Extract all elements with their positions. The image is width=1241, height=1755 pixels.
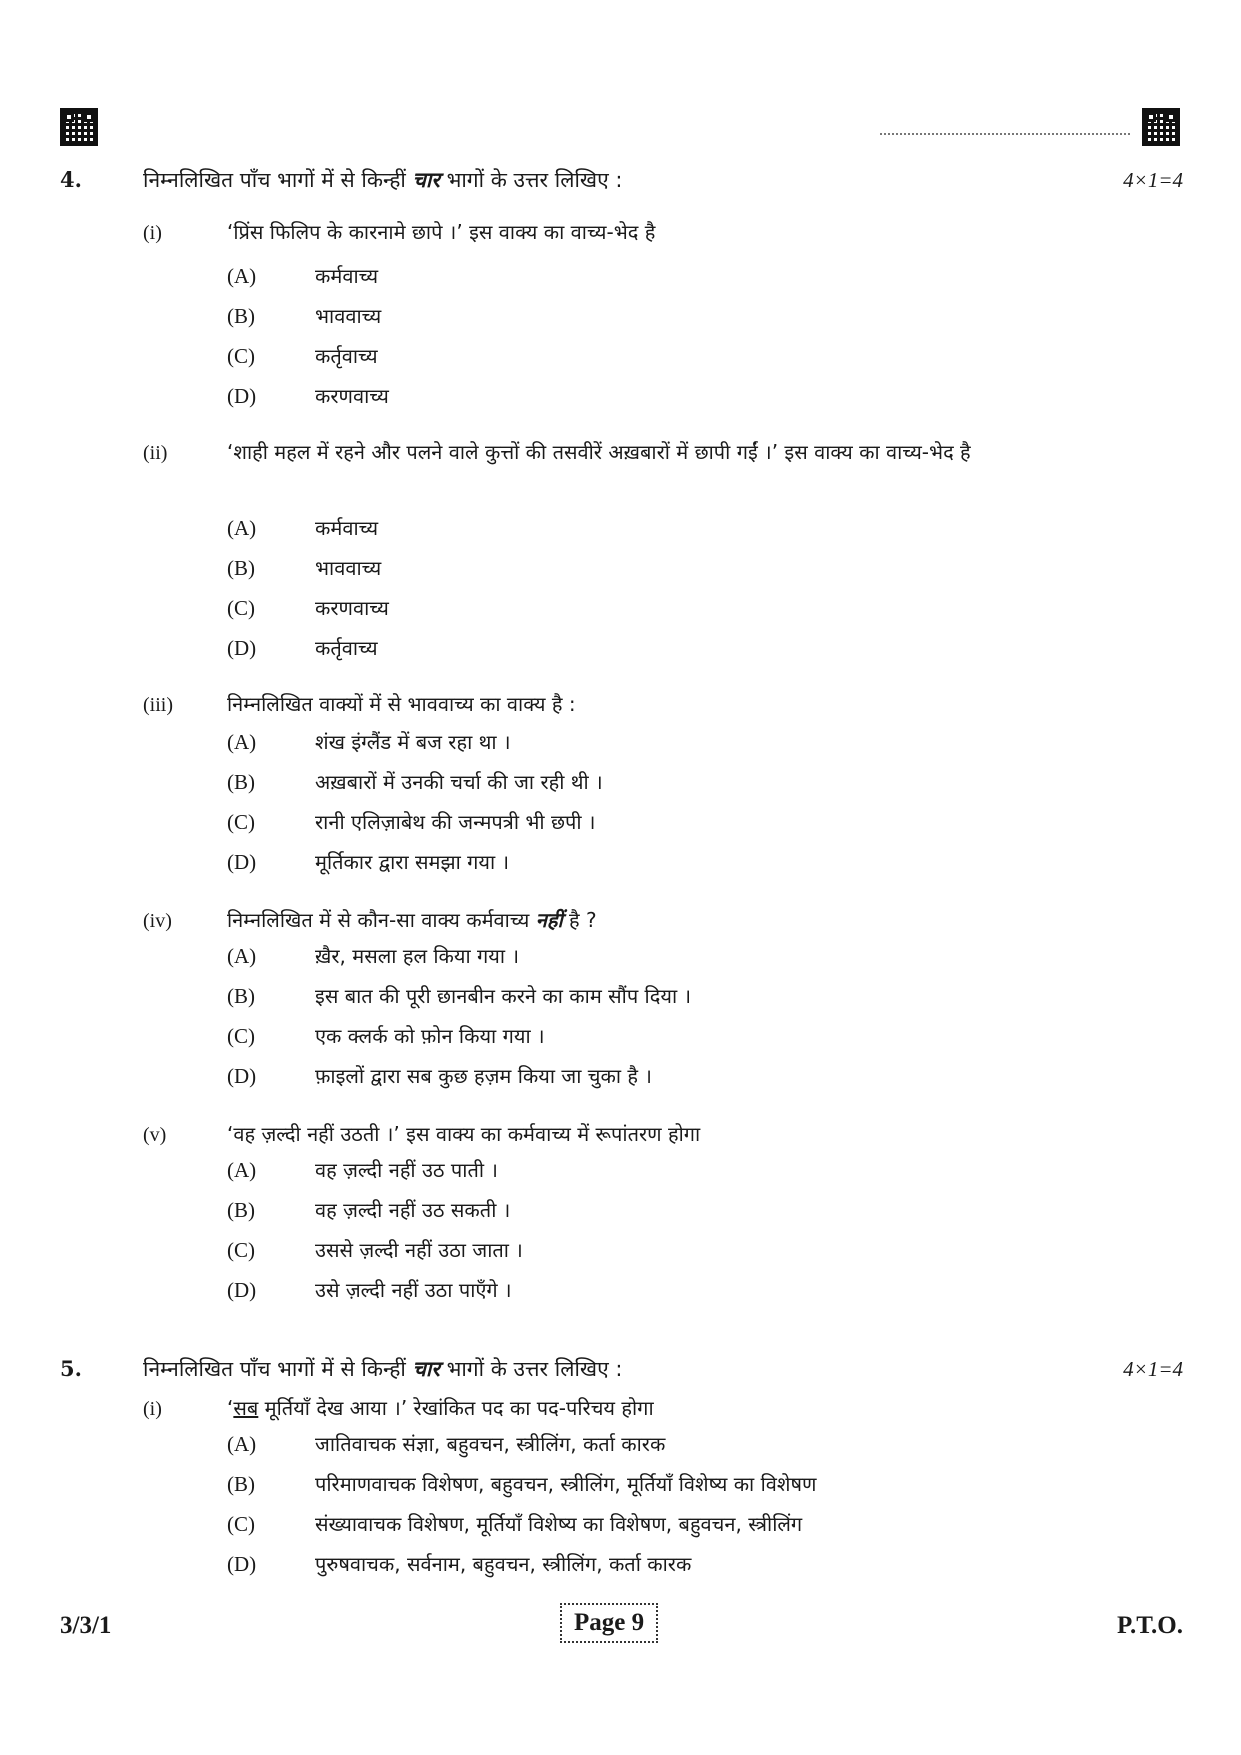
option-text: उससे ज़ल्दी नहीं उठा जाता । — [315, 1238, 523, 1262]
question-instruction — [143, 1355, 622, 1383]
qr-code-icon — [1142, 108, 1180, 146]
option-letter: (A) — [227, 264, 257, 288]
sub-question-text: ‘वह ज़ल्दी नहीं उठती ।’ इस वाक्य का कर्मवाच्य में रूपांतरण होगा — [227, 1122, 701, 1146]
sub-question-emphasis: नहीं — [535, 908, 563, 932]
option-text: इस बात की पूरी छानबीन करने का काम सौंप दिया । — [315, 984, 692, 1008]
option-text: फ़ाइलों द्वारा सब कुछ हज़म किया जा चुका है । — [315, 1064, 652, 1088]
option-letter: (C) — [227, 810, 255, 834]
option-text: अख़बारों में उनकी चर्चा की जा रही थी । — [315, 770, 603, 794]
option-letter: (B) — [227, 304, 255, 328]
option-letter: (B) — [227, 770, 255, 794]
page-number: Page 9 — [560, 1603, 658, 1643]
option — [227, 1276, 512, 1303]
sub-question-text-part: है ? — [569, 908, 597, 932]
sub-question-text — [227, 1388, 1122, 1428]
option — [227, 728, 511, 755]
instruction-text: निम्नलिखित पाँच भागों में से किन्हीं — [143, 1357, 406, 1381]
option — [227, 342, 378, 369]
option-letter: (C) — [227, 1512, 255, 1536]
option — [227, 1236, 523, 1263]
instruction-text: भागों के उत्तर लिखिए : — [446, 168, 623, 192]
instruction-emphasis: चार — [412, 1357, 440, 1381]
sub-question-text-part: निम्नलिखित में से कौन-सा वाक्य कर्मवाच्य — [227, 908, 530, 932]
option-letter: (C) — [227, 596, 255, 620]
option — [227, 1196, 510, 1223]
option — [227, 594, 389, 621]
option-letter: (D) — [227, 850, 257, 874]
option-text: रानी एलिज़ाबेथ की जन्मपत्री भी छपी । — [315, 810, 596, 834]
please-turn-over: P.T.O. — [1117, 1612, 1183, 1639]
sub-question-quote: ‘ — [227, 1396, 234, 1420]
instruction-text: भागों के उत्तर लिखिए : — [446, 1357, 623, 1381]
marks-label: 4×1=4 — [1123, 168, 1183, 192]
sub-question-number: (i) — [143, 222, 162, 244]
option — [227, 1062, 652, 1089]
option — [227, 262, 378, 289]
option — [227, 982, 691, 1009]
sub-question-text — [227, 900, 1122, 940]
option — [227, 808, 595, 835]
qr-code-icon — [60, 108, 98, 146]
option — [227, 1510, 802, 1537]
option-text: उसे ज़ल्दी नहीं उठा पाएँगे । — [315, 1278, 512, 1302]
sub-question-number: (v) — [143, 1124, 167, 1146]
option-letter: (D) — [227, 1064, 257, 1088]
option-letter: (B) — [227, 556, 255, 580]
option-letter: (A) — [227, 516, 257, 540]
option-letter: (D) — [227, 636, 257, 660]
option — [227, 634, 378, 661]
option-text: करणवाच्य — [315, 384, 389, 408]
sub-question-text-part: मूर्तियाँ देख आया ।’ रेखांकित पद का पद-परिचय होगा — [258, 1396, 654, 1420]
option-text: ख़ैर, मसला हल किया गया । — [315, 944, 520, 968]
option-text: पुरुषवाचक, सर्वनाम, बहुवचन, स्त्रीलिंग, कर्ता कारक — [315, 1552, 692, 1576]
option-text: करणवाच्य — [315, 596, 389, 620]
option-text: शंख इंग्लैंड में बज रहा था । — [315, 730, 511, 754]
option-text: एक क्लर्क को फ़ोन किया गया । — [315, 1024, 545, 1048]
option-text: कर्तृवाच्य — [315, 344, 378, 368]
instruction-emphasis: चार — [412, 168, 440, 192]
instruction-text: निम्नलिखित पाँच भागों में से किन्हीं — [143, 168, 406, 192]
option — [227, 554, 381, 581]
option-letter: (B) — [227, 984, 255, 1008]
option-text: कर्मवाच्य — [315, 516, 379, 540]
option — [227, 1550, 691, 1577]
option — [227, 1430, 665, 1457]
sub-question-number: (i) — [143, 1398, 162, 1420]
option-letter: (C) — [227, 1024, 255, 1048]
underlined-word: सब — [233, 1396, 259, 1420]
sub-question-number: (ii) — [143, 442, 168, 464]
option-letter: (A) — [227, 944, 257, 968]
option-letter: (A) — [227, 1432, 257, 1456]
option — [227, 302, 381, 329]
option — [227, 382, 389, 409]
sub-question-number: (iv) — [143, 910, 172, 932]
sub-question-number: (iii) — [143, 694, 173, 716]
option-letter: (C) — [227, 1238, 255, 1262]
option-text: कर्मवाच्य — [315, 264, 379, 288]
option-letter: (C) — [227, 344, 255, 368]
option-text: कर्तृवाच्य — [315, 636, 378, 660]
option-text: वह ज़ल्दी नहीं उठ पाती । — [315, 1158, 498, 1182]
option — [227, 1022, 545, 1049]
option-letter: (A) — [227, 1158, 257, 1182]
dotted-line — [880, 133, 1130, 135]
option-letter: (A) — [227, 730, 257, 754]
option — [227, 1470, 817, 1497]
option-text: भाववाच्य — [315, 556, 382, 580]
option-text: भाववाच्य — [315, 304, 382, 328]
option — [227, 768, 603, 795]
sub-question-text: ‘प्रिंस फिलिप के कारनामे छापे ।’ इस वाक्य का वाच्य-भेद है — [227, 220, 656, 244]
option — [227, 514, 378, 541]
option-text: मूर्तिकार द्वारा समझा गया । — [315, 850, 510, 874]
option — [227, 848, 509, 875]
sub-question-text: निम्नलिखित वाक्यों में से भाववाच्य का वाक्य है : — [227, 692, 576, 716]
question-number: 5. — [60, 1356, 82, 1381]
sub-question-text: ‘शाही महल में रहने और पलने वाले कुत्तों की तसवीरें अख़बारों में छापी गईं ।’ इस वाक्य का वाच्य-भेद है — [227, 440, 971, 464]
option — [227, 1156, 498, 1183]
option-letter: (D) — [227, 1552, 257, 1576]
option-letter: (B) — [227, 1472, 255, 1496]
option-letter: (B) — [227, 1198, 255, 1222]
option-text: जातिवाचक संज्ञा, बहुवचन, स्त्रीलिंग, कर्ता कारक — [315, 1432, 666, 1456]
option-text: संख्यावाचक विशेषण, मूर्तियाँ विशेष्य का विशेषण, बहुवचन, स्त्रीलिंग — [315, 1512, 803, 1536]
option-text: वह ज़ल्दी नहीं उठ सकती । — [315, 1198, 511, 1222]
marks-label: 4×1=4 — [1123, 1357, 1183, 1381]
question-instruction — [143, 166, 622, 194]
option-letter: (D) — [227, 384, 257, 408]
question-number: 4. — [60, 167, 82, 192]
paper-code: 3/3/1 — [60, 1612, 112, 1639]
option-text: परिमाणवाचक विशेषण, बहुवचन, स्त्रीलिंग, मूर्तियाँ विशेष्य का विशेषण — [315, 1472, 817, 1496]
option-letter: (D) — [227, 1278, 257, 1302]
option — [227, 942, 519, 969]
